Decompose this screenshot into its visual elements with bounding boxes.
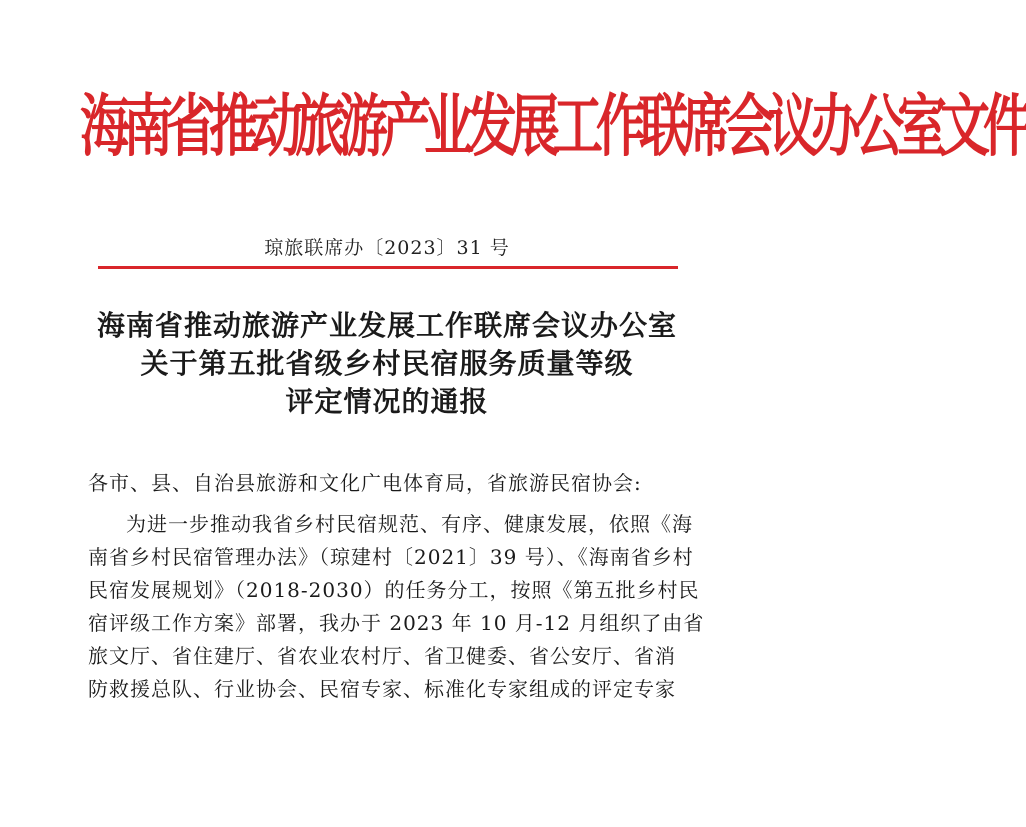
document-number: 琼旅联席办〔2023〕31 号 [264,237,510,259]
red-divider-line [98,266,678,269]
masthead-title: 海南省推动旅游产业发展工作联席会议办公室文件 [80,86,1026,166]
title-line: 海南省推动旅游产业发展工作联席会议办公室 [96,309,677,342]
body-line: 防救援总队、行业协会、民宿专家、标准化专家组成的评定专家 [88,677,676,701]
body-line: 南省乡村民宿管理办法》（琼建村〔2021〕39 号）、《海南省乡村 [88,545,694,569]
document-title [0,307,774,421]
body-line: 为进一步推动我省乡村民宿规范、有序、健康发展，依照《海 [126,512,693,536]
body-line: 旅文厅、省住建厅、省农业农村厅、省卫健委、省公安厅、省消 [88,644,676,668]
body-paragraph [88,508,705,706]
body-line: 宿评级工作方案》部署，我办于 2023 年 10 月-12 月组织了由省 [88,611,705,635]
title-line: 评定情况的通报 [285,385,489,418]
addressee-line: 各市、县、自治县旅游和文化广电体育局，省旅游民宿协会: [88,471,642,495]
body-line: 民宿发展规划》（2018-2030）的任务分工，按照《第五批乡村民 [88,578,700,602]
title-line: 关于第五批省级乡村民宿服务质量等级 [140,347,634,380]
